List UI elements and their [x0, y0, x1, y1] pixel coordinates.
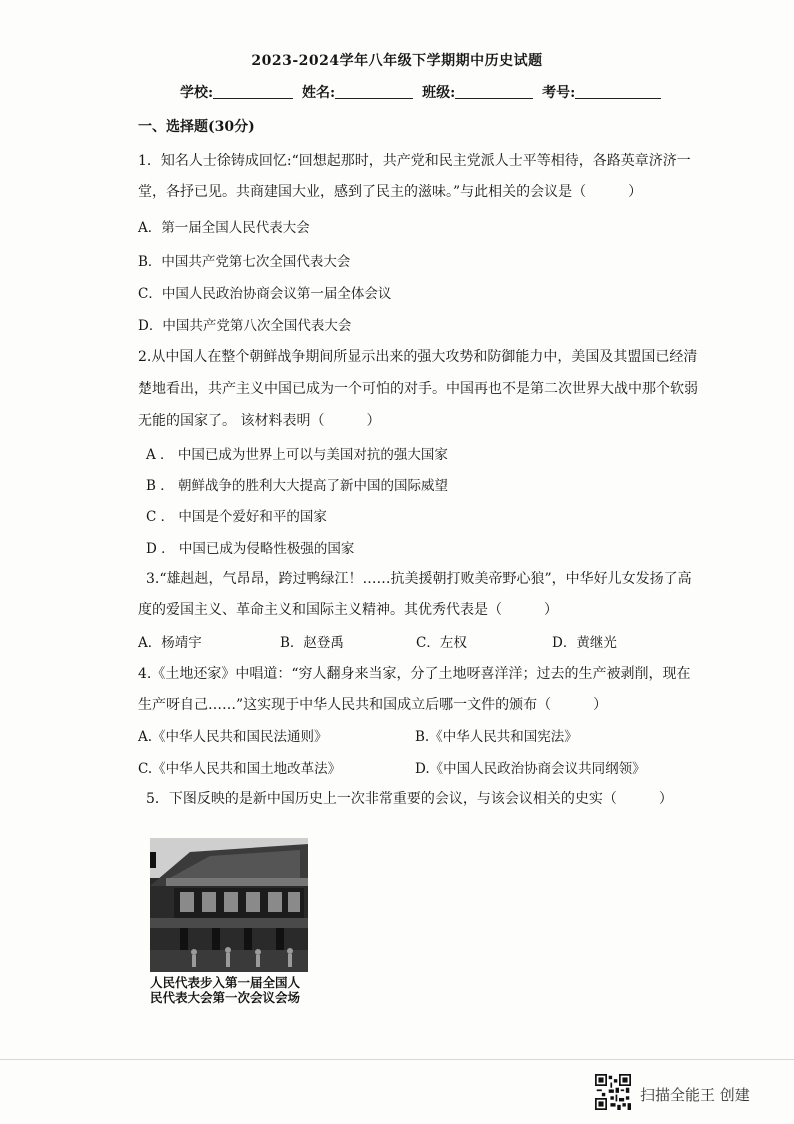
question-3-option-b[interactable]: B．赵登禹 — [280, 635, 344, 651]
question-4-option-a[interactable]: A.《中华人民共和国民法通则》 — [138, 729, 328, 745]
question-4-line-2: 生产呀自己……”这实现于中华人民共和国成立后哪一文件的颁布（ ） — [138, 697, 608, 713]
question-2-option-b[interactable]: B ． 朝鲜战争的胜利大大提高了新中国的国际威望 — [146, 478, 449, 494]
question-2-line-2: 楚地看出，共产主义中国已成为一个可怕的对手。中国再也不是第二次世界大战中那个软弱 — [138, 381, 698, 397]
meeting-hall-photo — [150, 838, 308, 972]
footer-divider — [0, 1059, 794, 1060]
question-3-option-d[interactable]: D．黄继光 — [552, 635, 617, 651]
question-3-line-1: 3.“雄赳赳，气昂昂，跨过鸭绿江！……抗美援朝打败美帝野心狼”，中华好儿女发扬了高 — [146, 571, 692, 587]
question-1-option-b[interactable]: B．中国共产党第七次全国代表大会 — [138, 254, 351, 270]
class-blank[interactable] — [455, 84, 533, 99]
name-label: 姓名: — [302, 85, 336, 101]
exam-number-label: 考号: — [542, 85, 576, 101]
exam-number-blank[interactable] — [575, 84, 661, 99]
question-4-option-d[interactable]: D.《中国人民政治协商会议共同纲领》 — [415, 761, 646, 777]
question-1-line-1: 1．知名人士徐铸成回忆:“回想起那时，共产党和民主党派人士平等相待，各路英章济济一 — [138, 153, 691, 169]
student-info-row — [180, 82, 665, 102]
question-2-option-c[interactable]: C ． 中国是个爱好和平的国家 — [146, 509, 327, 525]
question-3-option-a[interactable]: A．杨靖宇 — [138, 635, 202, 651]
question-2-option-d[interactable]: D ． 中国已成为侵略性极强的国家 — [146, 541, 355, 557]
meeting-hall-illustration — [150, 838, 308, 972]
question-4-option-c[interactable]: C.《中华人民共和国土地改革法》 — [138, 761, 342, 777]
question-1-line-2: 堂，各抒已见。共商建国大业，感到了民主的滋味。”与此相关的会议是（ ） — [138, 184, 643, 200]
photo-caption: 人民代表步入第一届全国人民代表大会第一次会议会场 — [150, 975, 301, 1005]
question-5-line-1: 5．下图反映的是新中国历史上一次非常重要的会议，与该会议相关的史实（ ） — [146, 791, 673, 807]
question-2-option-a[interactable]: A ． 中国已成为世界上可以与美国对抗的强大国家 — [146, 447, 448, 463]
section-title: 一、选择题(30分) — [138, 119, 255, 135]
qr-code-icon — [595, 1074, 631, 1110]
question-3-line-2: 度的爱国主义、革命主义和国际主义精神。其优秀代表是（ ） — [138, 602, 558, 618]
name-blank[interactable] — [335, 84, 413, 99]
school-label: 学校: — [180, 85, 214, 101]
question-2-line-3: 无能的国家了。 该材料表明（ ） — [138, 413, 381, 429]
school-blank[interactable] — [213, 84, 293, 99]
question-3-option-c[interactable]: C．左权 — [416, 635, 467, 651]
question-1-option-d[interactable]: D．中国共产党第八次全国代表大会 — [138, 318, 352, 334]
class-label: 班级: — [422, 85, 456, 101]
exam-title: 2023-2024学年八年级下学期期中历史试题 — [251, 53, 543, 69]
question-4-line-1: 4.《土地还家》中唱道：“穷人翻身来当家，分了土地呀喜洋洋；过去的生产被剥削，现在 — [138, 666, 691, 682]
question-4-option-b[interactable]: B.《中华人民共和国宪法》 — [415, 729, 578, 745]
scanner-app-label: 扫描全能王 创建 — [640, 1086, 750, 1104]
question-2-line-1: 2.从中国人在整个朝鲜战争期间所显示出来的强大攻势和防御能力中，美国及其盟国已经清 — [138, 349, 698, 365]
question-1-option-c[interactable]: C．中国人民政治协商会议第一届全体会议 — [138, 286, 392, 302]
question-1-option-a[interactable]: A．第一届全国人民代表大会 — [138, 220, 310, 236]
